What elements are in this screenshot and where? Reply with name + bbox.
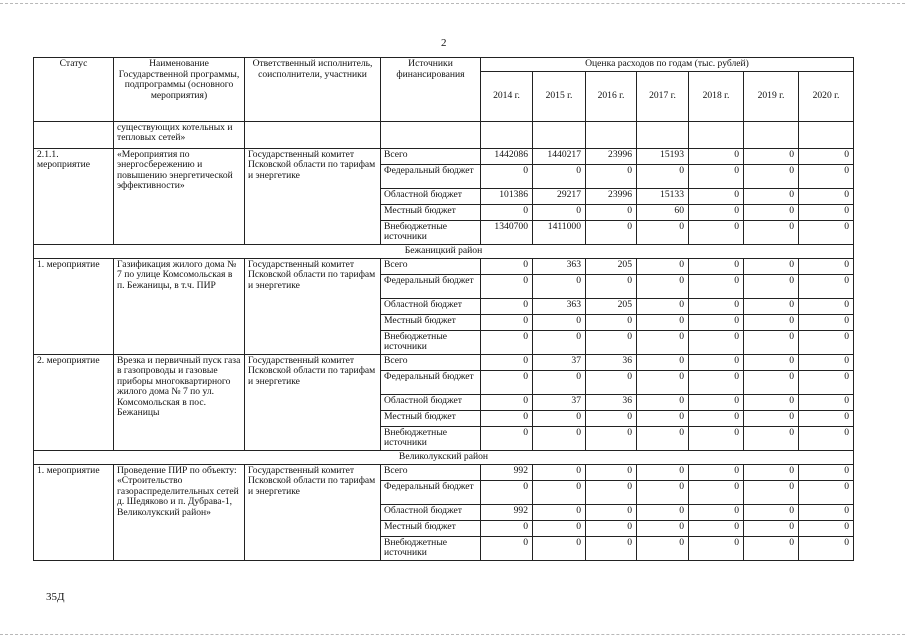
- amount-cell: 0: [637, 370, 689, 394]
- amount-cell: 0: [586, 464, 637, 480]
- continuation-empty: [245, 121, 381, 148]
- amount-cell: 0: [689, 314, 744, 330]
- document-code: 35Д: [46, 591, 65, 603]
- amount-cell: 0: [744, 298, 799, 314]
- amount-cell: 0: [481, 204, 533, 220]
- measure-responsible: Государственный комитет Псковской области по тарифам и энергетике: [245, 354, 381, 450]
- continuation-empty: [799, 121, 854, 148]
- amount-cell: 0: [799, 188, 854, 204]
- amount-cell: 0: [481, 258, 533, 274]
- measure-status: 2.1.1. мероприятие: [34, 148, 114, 244]
- scan-bottom-edge: [0, 634, 905, 635]
- district-header: Великолукский район: [34, 450, 854, 464]
- amount-cell: 15133: [637, 188, 689, 204]
- funding-source-label: Областной бюджет: [381, 504, 481, 520]
- header-estimate: Оценка расходов по годам (тыс. рублей): [481, 58, 854, 72]
- amount-cell: 0: [637, 504, 689, 520]
- amount-cell: 0: [799, 258, 854, 274]
- funding-source-label: Внебюджетные источники: [381, 536, 481, 560]
- amount-cell: 0: [744, 148, 799, 164]
- amount-cell: 0: [799, 536, 854, 560]
- amount-cell: 0: [481, 314, 533, 330]
- amount-cell: 0: [799, 330, 854, 354]
- amount-cell: 0: [744, 370, 799, 394]
- amount-cell: 0: [744, 204, 799, 220]
- funding-source-label: Внебюджетные источники: [381, 426, 481, 450]
- amount-cell: 0: [744, 274, 799, 298]
- header-year: 2019 г.: [744, 71, 799, 121]
- amount-cell: 0: [586, 426, 637, 450]
- amount-cell: 0: [689, 298, 744, 314]
- continuation-empty: [689, 121, 744, 148]
- header-responsible: Ответственный исполнитель, соисполнители, участники: [245, 58, 381, 122]
- amount-cell: 0: [744, 410, 799, 426]
- funding-source-label: Федеральный бюджет: [381, 480, 481, 504]
- amount-cell: 992: [481, 464, 533, 480]
- amount-cell: 0: [689, 464, 744, 480]
- amount-cell: 0: [586, 204, 637, 220]
- amount-cell: 0: [637, 520, 689, 536]
- measure-responsible: Государственный комитет Псковской области по тарифам и энергетике: [245, 258, 381, 354]
- amount-cell: 0: [689, 274, 744, 298]
- amount-cell: 0: [637, 480, 689, 504]
- amount-cell: 0: [689, 330, 744, 354]
- amount-cell: 1440217: [533, 148, 586, 164]
- amount-cell: 0: [481, 274, 533, 298]
- amount-cell: 0: [744, 520, 799, 536]
- amount-cell: 0: [637, 536, 689, 560]
- amount-cell: 0: [689, 370, 744, 394]
- continuation-text: существующих котельных и тепловых сетей»: [114, 121, 245, 148]
- amount-cell: 0: [689, 480, 744, 504]
- continuation-status-cell: [34, 121, 114, 148]
- header-year: 2017 г.: [637, 71, 689, 121]
- header-status: Статус: [34, 58, 114, 122]
- amount-cell: 0: [744, 354, 799, 370]
- amount-cell: 1442086: [481, 148, 533, 164]
- amount-cell: 992: [481, 504, 533, 520]
- amount-cell: 0: [533, 410, 586, 426]
- amount-cell: 205: [586, 258, 637, 274]
- amount-cell: 0: [744, 330, 799, 354]
- amount-cell: 0: [637, 330, 689, 354]
- amount-cell: 0: [586, 370, 637, 394]
- measure-name: Врезка и первичный пуск газа в газопроводы и газовые приборы многоквартирного жилого дома № 7 по ул. Комсомольская в пос. Бежаницы: [114, 354, 245, 450]
- amount-cell: 60: [637, 204, 689, 220]
- amount-cell: 101386: [481, 188, 533, 204]
- amount-cell: 0: [689, 204, 744, 220]
- amount-cell: 0: [689, 188, 744, 204]
- amount-cell: 0: [744, 164, 799, 188]
- amount-cell: 15193: [637, 148, 689, 164]
- amount-cell: 0: [481, 410, 533, 426]
- amount-cell: 29217: [533, 188, 586, 204]
- amount-cell: 0: [637, 354, 689, 370]
- amount-cell: 0: [637, 394, 689, 410]
- funding-source-label: Областной бюджет: [381, 188, 481, 204]
- measure-status: 1. мероприятие: [34, 258, 114, 354]
- continuation-empty: [533, 121, 586, 148]
- amount-cell: 0: [637, 258, 689, 274]
- funding-source-label: Внебюджетные источники: [381, 330, 481, 354]
- continuation-empty: [481, 121, 533, 148]
- measure-name: Газификация жилого дома № 7 по улице Комсомольская в п. Бежаницы, в т.ч. ПИР: [114, 258, 245, 354]
- funding-source-label: Областной бюджет: [381, 298, 481, 314]
- amount-cell: 0: [637, 410, 689, 426]
- measure-status: 1. мероприятие: [34, 464, 114, 560]
- funding-source-label: Областной бюджет: [381, 394, 481, 410]
- amount-cell: 0: [689, 536, 744, 560]
- amount-cell: 0: [637, 426, 689, 450]
- amount-cell: 1411000: [533, 220, 586, 244]
- amount-cell: 0: [586, 504, 637, 520]
- amount-cell: 0: [586, 410, 637, 426]
- amount-cell: 37: [533, 394, 586, 410]
- funding-source-label: Всего: [381, 464, 481, 480]
- funding-source-label: Внебюджетные источники: [381, 220, 481, 244]
- amount-cell: 0: [689, 426, 744, 450]
- header-year: 2016 г.: [586, 71, 637, 121]
- amount-cell: 0: [799, 298, 854, 314]
- amount-cell: 0: [637, 164, 689, 188]
- scan-top-edge: [0, 3, 905, 4]
- amount-cell: 0: [799, 274, 854, 298]
- measure-responsible: Государственный комитет Псковской области по тарифам и энергетике: [245, 464, 381, 560]
- amount-cell: 1340700: [481, 220, 533, 244]
- amount-cell: 0: [533, 330, 586, 354]
- measure-responsible: Государственный комитет Псковской области по тарифам и энергетике: [245, 148, 381, 244]
- funding-source-label: Всего: [381, 354, 481, 370]
- amount-cell: 0: [689, 520, 744, 536]
- amount-cell: 0: [744, 314, 799, 330]
- amount-cell: 0: [799, 148, 854, 164]
- header-sources: Источники финансирования: [381, 58, 481, 122]
- amount-cell: 0: [481, 426, 533, 450]
- continuation-empty: [637, 121, 689, 148]
- amount-cell: 0: [533, 520, 586, 536]
- funding-source-label: Федеральный бюджет: [381, 274, 481, 298]
- amount-cell: 0: [799, 314, 854, 330]
- amount-cell: 0: [481, 480, 533, 504]
- amount-cell: 0: [744, 220, 799, 244]
- amount-cell: 0: [744, 536, 799, 560]
- expenditure-table: [33, 57, 854, 561]
- page-number: 2: [441, 37, 447, 49]
- funding-source-label: Местный бюджет: [381, 204, 481, 220]
- amount-cell: 0: [744, 188, 799, 204]
- amount-cell: 23996: [586, 148, 637, 164]
- amount-cell: 0: [689, 220, 744, 244]
- funding-source-label: Всего: [381, 258, 481, 274]
- amount-cell: 0: [481, 520, 533, 536]
- amount-cell: 0: [689, 410, 744, 426]
- amount-cell: 0: [533, 536, 586, 560]
- amount-cell: 0: [689, 354, 744, 370]
- header-year: 2018 г.: [689, 71, 744, 121]
- amount-cell: 0: [744, 504, 799, 520]
- amount-cell: 0: [799, 504, 854, 520]
- continuation-empty: [586, 121, 637, 148]
- amount-cell: 0: [799, 220, 854, 244]
- amount-cell: 0: [533, 426, 586, 450]
- amount-cell: 0: [637, 314, 689, 330]
- measure-status: 2. мероприятие: [34, 354, 114, 450]
- header-year: 2015 г.: [533, 71, 586, 121]
- amount-cell: 0: [481, 298, 533, 314]
- amount-cell: 0: [481, 394, 533, 410]
- amount-cell: 0: [586, 480, 637, 504]
- amount-cell: 0: [533, 204, 586, 220]
- funding-source-label: Местный бюджет: [381, 410, 481, 426]
- amount-cell: 0: [533, 274, 586, 298]
- amount-cell: 0: [637, 220, 689, 244]
- amount-cell: 0: [744, 464, 799, 480]
- amount-cell: 0: [637, 274, 689, 298]
- amount-cell: 0: [744, 394, 799, 410]
- amount-cell: 0: [533, 464, 586, 480]
- amount-cell: 0: [689, 394, 744, 410]
- amount-cell: 0: [744, 480, 799, 504]
- continuation-empty: [381, 121, 481, 148]
- amount-cell: 0: [799, 204, 854, 220]
- amount-cell: 0: [799, 464, 854, 480]
- amount-cell: 0: [799, 426, 854, 450]
- continuation-empty: [744, 121, 799, 148]
- amount-cell: 0: [689, 164, 744, 188]
- amount-cell: 0: [637, 298, 689, 314]
- funding-source-label: Местный бюджет: [381, 520, 481, 536]
- amount-cell: 36: [586, 394, 637, 410]
- amount-cell: 363: [533, 258, 586, 274]
- amount-cell: 0: [481, 370, 533, 394]
- amount-cell: 0: [799, 410, 854, 426]
- funding-source-label: Федеральный бюджет: [381, 164, 481, 188]
- funding-source-label: Местный бюджет: [381, 314, 481, 330]
- amount-cell: 0: [533, 370, 586, 394]
- amount-cell: 0: [533, 504, 586, 520]
- amount-cell: 36: [586, 354, 637, 370]
- amount-cell: 0: [799, 164, 854, 188]
- amount-cell: 0: [689, 258, 744, 274]
- funding-source-label: Федеральный бюджет: [381, 370, 481, 394]
- amount-cell: 0: [586, 314, 637, 330]
- header-year: 2014 г.: [481, 71, 533, 121]
- amount-cell: 0: [799, 354, 854, 370]
- amount-cell: 0: [586, 536, 637, 560]
- district-header: Бежаницкий район: [34, 244, 854, 258]
- amount-cell: 0: [586, 520, 637, 536]
- amount-cell: 0: [481, 330, 533, 354]
- header-program-name: Наименование Государственной программы, подпрограммы (основного мероприятия): [114, 58, 245, 122]
- amount-cell: 0: [533, 164, 586, 188]
- amount-cell: 0: [586, 220, 637, 244]
- amount-cell: 0: [533, 480, 586, 504]
- amount-cell: 0: [586, 274, 637, 298]
- amount-cell: 0: [637, 464, 689, 480]
- amount-cell: 205: [586, 298, 637, 314]
- measure-name: Проведение ПИР по объекту: «Строительство газораспределительных сетей д. Шедяково и п. Дубрава-1, Великолукский район»: [114, 464, 245, 560]
- amount-cell: 0: [689, 504, 744, 520]
- amount-cell: 37: [533, 354, 586, 370]
- amount-cell: 0: [799, 520, 854, 536]
- amount-cell: 0: [481, 354, 533, 370]
- amount-cell: 0: [744, 258, 799, 274]
- amount-cell: 0: [533, 314, 586, 330]
- amount-cell: 0: [744, 426, 799, 450]
- amount-cell: 0: [689, 148, 744, 164]
- amount-cell: 0: [586, 330, 637, 354]
- header-year: 2020 г.: [799, 71, 854, 121]
- amount-cell: 0: [481, 536, 533, 560]
- amount-cell: 363: [533, 298, 586, 314]
- funding-source-label: Всего: [381, 148, 481, 164]
- amount-cell: 0: [799, 394, 854, 410]
- measure-name: «Мероприятия по энергосбережению и повышению энергетической эффективности»: [114, 148, 245, 244]
- amount-cell: 0: [799, 480, 854, 504]
- amount-cell: 0: [586, 164, 637, 188]
- amount-cell: 23996: [586, 188, 637, 204]
- amount-cell: 0: [799, 370, 854, 394]
- amount-cell: 0: [481, 164, 533, 188]
